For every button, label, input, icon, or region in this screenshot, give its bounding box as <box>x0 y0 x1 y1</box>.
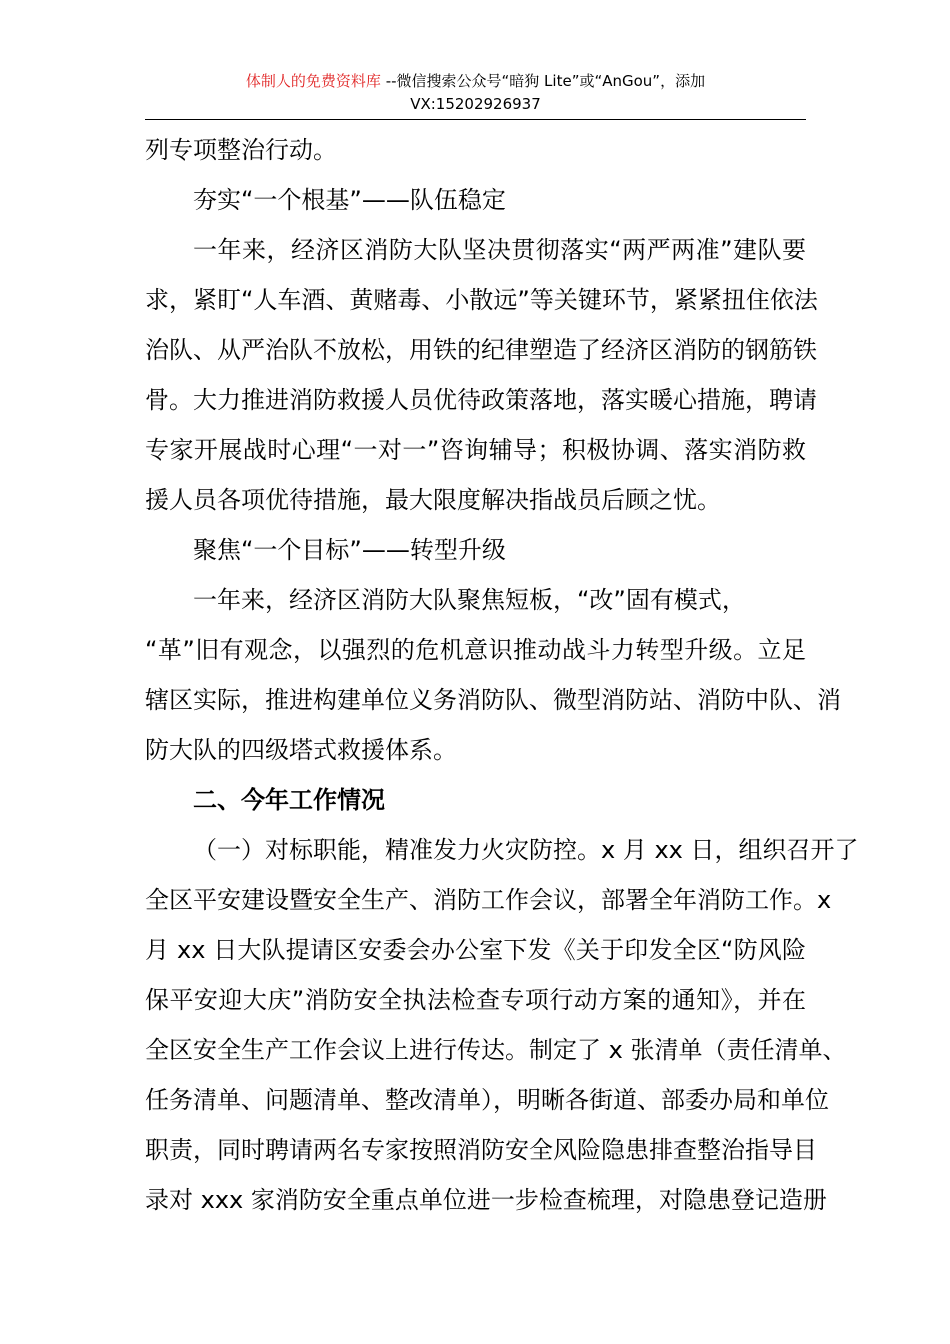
paragraph-line: 职责，同时聘请两名专家按照消防安全风险隐患排查整治指导目 <box>145 1136 817 1164</box>
paragraph-line: （一）对标职能，精准发力火灾防控。x 月 xx 日，组织召开了 <box>193 836 859 864</box>
paragraph-line: 专家开展战时心理“一对一”咨询辅导；积极协调、落实消防救 <box>145 436 806 464</box>
paragraph-line: 保平安迎大庆”消防安全执法检查专项行动方案的通知》，并在 <box>145 986 806 1014</box>
paragraph-line: 求，紧盯“人车酒、黄赌毒、小散远”等关键环节，紧紧扭住依法 <box>145 286 818 314</box>
paragraph-line: 录对 xxx 家消防安全重点单位进一步检查梳理，对隐患登记造册 <box>145 1186 827 1214</box>
page-header <box>145 70 806 116</box>
section-heading: 夯实“一个根基”——队伍稳定 <box>193 186 506 214</box>
header-notice: --微信搜索公众号“暗狗 Lite”或“AnGou”，添加 <box>380 72 706 90</box>
paragraph-line: 月 xx 日大队提请区安委会办公室下发《关于印发全区“防风险 <box>145 936 806 964</box>
paragraph-line: 一年来，经济区消防大队坚决贯彻落实“两严两准”建队要 <box>193 236 806 264</box>
paragraph-line: “革”旧有观念，以强烈的危机意识推动战斗力转型升级。立足 <box>145 636 806 664</box>
header-divider <box>145 119 806 120</box>
paragraph-line: 列专项整治行动。 <box>145 136 337 164</box>
paragraph-line: 一年来，经济区消防大队聚焦短板，“改”固有模式， <box>193 586 746 614</box>
paragraph-line: 治队、从严治队不放松，用铁的纪律塑造了经济区消防的钢筋铁 <box>145 336 817 364</box>
section-heading: 聚焦“一个目标”——转型升级 <box>193 536 506 564</box>
header-line-1 <box>145 70 806 93</box>
paragraph-line: 援人员各项优待措施，最大限度解决指战员后顾之忧。 <box>145 486 721 514</box>
paragraph-line: 防大队的四级塔式救援体系。 <box>145 736 457 764</box>
paragraph-line: 任务清单、问题清单、整改清单），明晰各街道、部委办局和单位 <box>145 1086 829 1114</box>
header-brand: 体制人的免费资料库 <box>245 72 381 90</box>
paragraph-line: 全区安全生产工作会议上进行传达。制定了 x 张清单（责任清单、 <box>145 1036 847 1064</box>
paragraph-line: 辖区实际，推进构建单位义务消防队、微型消防站、消防中队、消 <box>145 686 841 714</box>
header-line-2: VX:15202926937 <box>410 95 541 113</box>
chapter-heading: 二、今年工作情况 <box>193 786 385 814</box>
paragraph-line: 骨。大力推进消防救援人员优待政策落地，落实暖心措施，聘请 <box>145 386 817 414</box>
paragraph-line: 全区平安建设暨安全生产、消防工作会议，部署全年消防工作。x <box>145 886 832 914</box>
